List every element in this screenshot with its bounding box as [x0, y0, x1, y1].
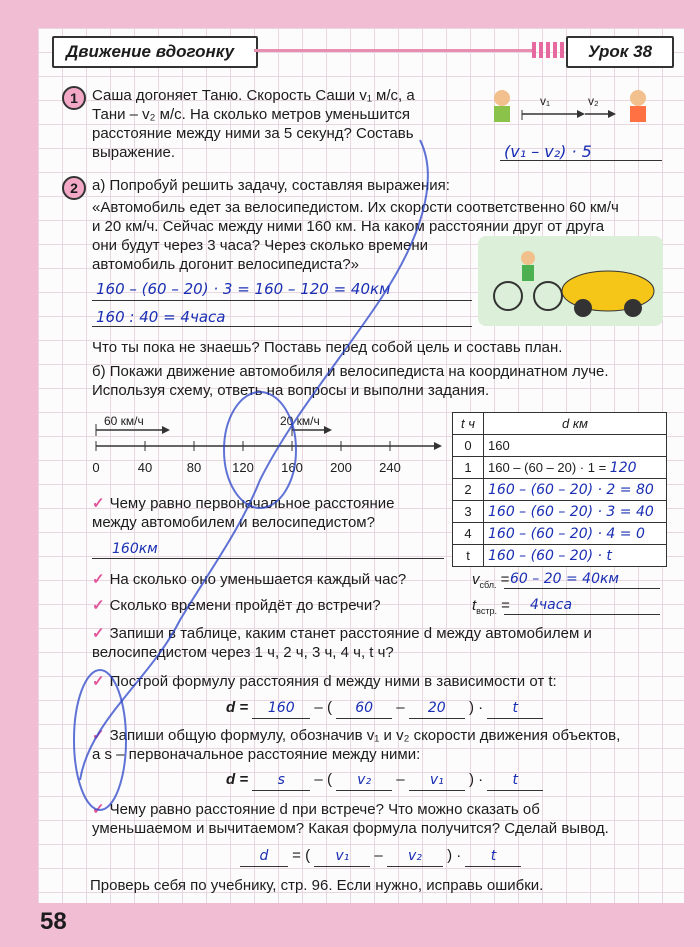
cell-t: 2: [453, 479, 484, 501]
initial-answer-line: [92, 558, 444, 559]
formula-1-v-car: 60: [336, 699, 392, 719]
problem-line: и 20 км/ч. Сейчас между ними 160 км. На каком расстоянии друг от друга: [92, 218, 605, 235]
question-decrease-text: На сколько оно уменьшается каждый час?: [109, 571, 407, 588]
header-stripes: [532, 42, 564, 58]
cell-d: [484, 545, 667, 567]
cell-d: [484, 457, 667, 479]
v-approach-label: $v_{сбл.}$ =: [472, 571, 510, 590]
cell-d: [484, 523, 667, 545]
v-symbol: v: [472, 571, 480, 588]
car-wheel-icon: [574, 299, 592, 317]
question-time-text: Сколько времени пройдёт до встречи?: [109, 597, 381, 614]
task-1-answer: (v₁ – v₂) · 5: [504, 142, 592, 161]
task-1-text: [92, 86, 415, 162]
v2-label: v₂: [588, 94, 599, 108]
v1-label: v₁: [540, 94, 551, 108]
task-1-line: Саша догоняет Таню. Скорость Саши v₁ м/с, а: [92, 87, 415, 104]
car-speed-label: 60 км/ч: [104, 414, 144, 428]
check-icon: ✓: [92, 571, 105, 588]
topic-title: Движение вдогонку: [66, 42, 235, 61]
task-2b-line: б) Покажи движение автомобиля и велосипедиста на координатном луче.: [92, 363, 609, 380]
task-2a-intro: а) Попробуй решить задачу, составляя выражения:: [92, 177, 450, 194]
cell-d-answer: 160 – (60 – 20) · t: [488, 547, 612, 564]
cell-d-answer: 120: [609, 459, 637, 476]
check-icon: ✓: [92, 625, 105, 642]
ray-tick-label: 120: [232, 460, 254, 475]
formula-2-s: s: [252, 771, 310, 791]
page-number: 58: [40, 908, 67, 935]
formula-3-v1: v₁: [314, 847, 370, 867]
girl-figure-icon: [630, 90, 646, 106]
question-initial-line: между автомобилем и велосипедистом?: [92, 514, 375, 531]
question-general-line: Запиши общую формулу, обозначив v₁ и v₂ скорости движения объектов,: [109, 727, 621, 744]
formula-3: d = ( v₁ – v₂ ) · t: [240, 846, 521, 867]
cell-d: [484, 479, 667, 501]
table-row: [453, 501, 667, 523]
problem-line: автомобиль догонит велосипедиста?»: [92, 256, 359, 273]
question-decrease: [92, 570, 406, 589]
question-meeting-line: Чему равно расстояние d при встрече? Что можно сказать об: [109, 801, 540, 818]
check-icon: ✓: [92, 597, 105, 614]
task-2b-line: Используя схему, ответь на вопросы и выполни задания.: [92, 382, 490, 399]
cell-d-answer: 160 – (60 – 20) · 2 = 80: [488, 481, 654, 498]
formula-2-lhs: d =: [226, 771, 249, 788]
question-table-line: Запиши в таблице, каким станет расстояние d между автомобилем и: [109, 625, 592, 642]
number-line-arrow: [434, 442, 442, 450]
cell-d: [484, 501, 667, 523]
question-table-line: велосипедистом через 1 ч, 2 ч, 3 ч, 4 ч, t ч?: [92, 644, 394, 661]
question-meeting: [92, 800, 609, 838]
ray-tick-label: 200: [330, 460, 352, 475]
bike-speed-arrow-head: [324, 426, 332, 434]
question-initial-line: Чему равно первоначальное расстояние: [109, 495, 395, 512]
cell-d-text: 160 – (60 – 20) · 1 =: [488, 459, 610, 475]
task-1-line: выражение.: [92, 144, 175, 161]
formula-2-v2: v₂: [336, 771, 392, 791]
problem-line: «Автомобиль едет за велосипедистом. Их скорости соответственно 60 км/ч: [92, 199, 619, 216]
table-row: [453, 479, 667, 501]
v2-arrow-head: [608, 110, 616, 118]
ray-tick-label: 240: [379, 460, 401, 475]
formula-3-time: t: [465, 847, 521, 867]
car-speed-arrow-head: [162, 426, 170, 434]
t-symbol: t: [472, 597, 477, 614]
v-answer: 60 – 20 = 40км: [510, 571, 619, 587]
formula-3-v2: v₂: [387, 847, 443, 867]
task-1-line: Тани – v₂ м/с. На сколько метров уменьшится: [92, 106, 411, 123]
boy-body: [494, 106, 510, 122]
formula-1: d = 160 – ( 60 – 20 ) · t: [226, 698, 543, 719]
t-subscript: встр.: [476, 606, 497, 616]
col-d-header: d км: [484, 413, 667, 435]
problem-line: они будут через 3 часа? Через сколько времени: [92, 237, 429, 254]
table-row: [453, 457, 667, 479]
formula-3-d: d: [240, 847, 288, 867]
self-check-text: Проверь себя по учебнику, стр. 96. Если нужно, исправь ошибки.: [90, 877, 544, 894]
table-row: [453, 523, 667, 545]
v-answer-line: [504, 588, 660, 589]
cell-t: 3: [453, 501, 484, 523]
question-general: [92, 726, 620, 764]
unknown-question: Что ты пока не знаешь? Поставь перед собой цель и составь план.: [92, 339, 563, 356]
task-1-line: расстояние между ними за 5 секунд? Составь: [92, 125, 414, 142]
lesson-number: Урок 38: [587, 42, 653, 61]
v1-arrow-head: [577, 110, 585, 118]
cell-d-answer: 160 – (60 – 20) · 3 = 40: [488, 503, 654, 520]
check-icon: ✓: [92, 727, 105, 744]
task-1-answer-line: [500, 160, 662, 161]
question-general-line: а s – первоначальное расстояние между ними:: [92, 746, 421, 763]
cell-t: 1: [453, 457, 484, 479]
task-2b-text: [92, 362, 609, 400]
question-table: [92, 624, 592, 662]
formula-2-time: t: [487, 771, 543, 791]
check-icon: ✓: [92, 801, 105, 818]
question-meeting-line: уменьшаемом и вычитаемом? Какая формула получится? Сделай вывод.: [92, 820, 609, 837]
car-wheel-icon: [624, 299, 642, 317]
question-initial: [92, 494, 394, 532]
t-answer-line: [504, 614, 660, 615]
topic-title-box: [52, 36, 258, 68]
t-meet-label: $t_{встр.}$ =: [472, 597, 510, 616]
ray-tick-label: 160: [281, 460, 303, 475]
cell-t: 4: [453, 523, 484, 545]
question-formula: [92, 672, 557, 691]
formula-2-v1: v₁: [409, 771, 465, 791]
t-answer: 4часа: [530, 597, 573, 613]
ray-tick-label: 40: [137, 460, 153, 475]
check-icon: ✓: [92, 673, 105, 690]
cell-d-answer: 160 – (60 – 20) · 4 = 0: [488, 525, 645, 542]
check-icon: ✓: [92, 495, 105, 512]
lesson-box: [566, 36, 674, 68]
girl-body: [630, 106, 646, 122]
cyclist-head: [521, 251, 535, 265]
ray-tick-label: 80: [186, 460, 202, 475]
formula-2: d = s – ( v₂ – v₁ ) · t: [226, 770, 543, 791]
formula-1-initial: 160: [252, 699, 310, 719]
cell-d: [484, 435, 667, 457]
task-1-number: 1: [62, 86, 86, 110]
cell-d-text: 160: [488, 437, 510, 453]
formula-1-v-bike: 20: [409, 699, 465, 719]
v-subscript: сбл.: [479, 580, 497, 590]
solution-1: 160 – (60 – 20) · 3 = 160 – 120 = 40км: [96, 280, 391, 298]
task-1-scheme: [482, 80, 662, 140]
cell-t: 0: [453, 435, 484, 457]
bike-speed-label: 20 км/ч: [280, 414, 320, 428]
distance-table: [452, 412, 667, 567]
table-row: [453, 435, 667, 457]
boy-figure-icon: [494, 90, 510, 106]
solution-2-line: [92, 326, 472, 327]
question-time: [92, 596, 381, 615]
cell-t: t: [453, 545, 484, 567]
question-formula-text: Построй формулу расстояния d между ними в зависимости от t:: [109, 673, 557, 690]
ray-tick-label: 0: [92, 460, 100, 475]
car-bike-picture: [478, 236, 663, 326]
formula-1-time: t: [487, 699, 543, 719]
solution-2: 160 : 40 = 4часа: [96, 308, 226, 326]
formula-1-lhs: d =: [226, 699, 249, 716]
table-row: [453, 545, 667, 567]
initial-answer: 160км: [112, 541, 158, 557]
solution-1-line: [92, 300, 472, 301]
header-line: [254, 49, 532, 52]
cyclist-body: [522, 265, 534, 281]
col-t-header: t ч: [453, 413, 484, 435]
task-2-number: 2: [62, 176, 86, 200]
